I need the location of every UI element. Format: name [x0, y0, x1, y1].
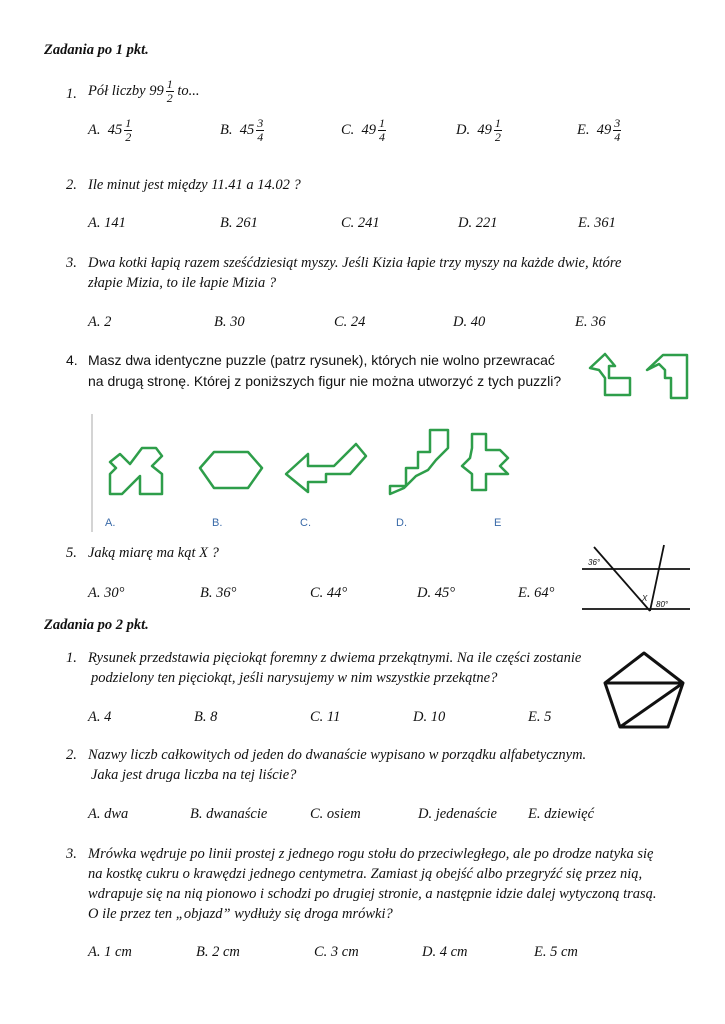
q5-option-e: E. 64°	[518, 585, 555, 601]
q23-number: 3.	[66, 846, 77, 862]
q4-number: 4.	[66, 352, 78, 368]
q2-option-c: C. 241	[341, 215, 380, 231]
q21-number: 1.	[66, 650, 77, 666]
q2-number: 2.	[66, 177, 77, 193]
q3-option-c: C. 24	[334, 314, 366, 330]
q3-text-line1: Dwa kotki łapią razem sześćdziesiąt myszy. Jeśli Kizia łapie trzy myszy na każde dwie, które	[88, 255, 622, 271]
q1-option-fraction: $\frac{3}{4}$	[257, 116, 264, 144]
q1-option-whole: 45	[239, 121, 255, 138]
q22-option-b: B. dwanaście	[190, 806, 268, 822]
q4-figures	[90, 412, 545, 537]
puzzle-piece-2	[647, 355, 687, 398]
q2-option-e: E. 361	[578, 215, 616, 231]
q21-option-d: D. 10	[413, 709, 446, 725]
angle-label-x: X	[642, 594, 648, 603]
q1-option-fraction: $\frac{1}{4}$	[379, 116, 386, 144]
pentagon-diagram	[602, 650, 688, 732]
q21-option-c: C. 11	[310, 709, 341, 725]
q1-option-e	[577, 117, 621, 144]
figure-b	[200, 452, 262, 488]
q3-option-e: E. 36	[575, 314, 606, 330]
q5-option-d: D. 45°	[417, 585, 456, 601]
q22-option-d: D. jedenaście	[418, 806, 497, 822]
q1-fraction: $\frac{1}{2}$	[166, 77, 173, 105]
puzzle-piece-1	[590, 354, 630, 395]
q5-option-a: A. 30°	[88, 585, 125, 601]
q1-option-fraction: $\frac{1}{2}$	[494, 116, 501, 144]
q5-option-c: C. 44°	[310, 585, 348, 601]
q5-angle-diagram	[582, 545, 697, 615]
pentagon-diagonal-2	[620, 683, 683, 727]
q1-option-letter: E.	[577, 121, 590, 138]
q1-option-whole: 49	[361, 121, 377, 138]
q5-option-b: B. 36°	[200, 585, 237, 601]
section-title-1pkt: Zadania po 1 pkt.	[44, 42, 149, 58]
figure-label-c: C.	[300, 517, 311, 529]
q22-option-e: E. dziewięć	[528, 806, 595, 822]
q3-option-b: B. 30	[214, 314, 245, 330]
q1-option-whole: 49	[596, 121, 612, 138]
q2-option-a: A. 141	[88, 215, 126, 231]
figure-d	[390, 430, 448, 494]
q1-option-whole: 45	[107, 121, 123, 138]
q23-option-a: A. 1 cm	[88, 944, 132, 960]
q1-text-after: to...	[173, 82, 200, 99]
q4-text-line1: Masz dwa identyczne puzzle (patrz rysunek), których nie wolno przewracać	[88, 352, 555, 368]
q22-text-line1: Nazwy liczb całkowitych od jeden do dwanaście wypisano w porządku alfabetycznym.	[88, 747, 587, 763]
q1-option-whole: 49	[477, 121, 492, 138]
q1-text-before: Pół liczby 99	[88, 82, 164, 99]
figure-label-b: B.	[212, 517, 223, 529]
q23-option-c: C. 3 cm	[314, 944, 359, 960]
q22-number: 2.	[66, 747, 77, 763]
section-title-2pkt: Zadania po 2 pkt.	[44, 617, 149, 633]
q1-option-d	[456, 117, 502, 144]
q22-option-c: C. osiem	[310, 806, 361, 822]
q5-text: Jaką miarę ma kąt X ?	[88, 545, 219, 561]
angle-label-36: 36°	[588, 558, 601, 567]
q23-text-line4: O ile przez ten „objazd” wydłuży się droga mrówki?	[88, 906, 393, 922]
figure-c	[286, 444, 366, 492]
q2-option-d: D. 221	[458, 215, 498, 231]
q2-text: Ile minut jest między 11.41 a 14.02 ?	[88, 177, 301, 193]
q21-option-e: E. 5	[528, 709, 552, 725]
q1-option-a	[88, 117, 132, 144]
q23-option-e: E. 5 cm	[534, 944, 578, 960]
q23-text-line2: na kostkę cukru o krawędzi jednego centymetra. Zamiast ją obejść albo przegryźć się przez nią,	[88, 866, 643, 882]
q4-text-line2: na drugą stronę. Której z poniższych figur nie można utworzyć z tych puzzli?	[88, 373, 562, 389]
q1-option-c	[341, 117, 386, 144]
q23-text-line3: wdrapuje się na nią pionowo i schodzi po drugiej stronie, a następnie idzie dalej wytyczoną trasą.	[88, 886, 657, 902]
figure-label-d: D.	[396, 517, 407, 529]
q1-option-letter: D.	[456, 121, 471, 138]
q2-option-b: B. 261	[220, 215, 258, 231]
q21-option-a: A. 4	[88, 709, 112, 725]
figure-e	[462, 434, 508, 490]
q1-option-fraction: $\frac{3}{4}$	[614, 116, 621, 144]
q21-option-b: B. 8	[194, 709, 218, 725]
q1-number: 1.	[66, 86, 77, 102]
q23-option-b: B. 2 cm	[196, 944, 240, 960]
figure-label-e: E	[494, 517, 502, 529]
angle-label-80: 80°	[656, 600, 669, 609]
q5-number: 5.	[66, 545, 77, 561]
q1-option-letter: C.	[341, 121, 355, 138]
figure-a	[110, 448, 162, 494]
q21-text-line1: Rysunek przedstawia pięciokąt foremny z dwiema przekątnymi. Na ile części zostanie	[88, 650, 582, 666]
q23-option-d: D. 4 cm	[422, 944, 468, 960]
q23-text-line1: Mrówka wędruje po linii prostej z jednego rogu stołu do przeciwległego, ale po drodze natyka się	[88, 846, 654, 862]
q22-option-a: A. dwa	[88, 806, 129, 822]
q1-text	[88, 78, 200, 105]
q3-text-line2: złapie Mizia, to ile łapie Mizia ?	[88, 275, 277, 291]
q1-option-fraction: $\frac{1}{2}$	[125, 116, 132, 144]
q4-puzzle-pieces	[585, 350, 695, 410]
q1-option-letter: B.	[220, 121, 233, 138]
q1-option-b	[220, 117, 264, 144]
q1-option-letter: A.	[88, 121, 101, 138]
q3-option-d: D. 40	[453, 314, 486, 330]
figure-label-a: A.	[105, 517, 116, 529]
q3-number: 3.	[66, 255, 77, 271]
q21-text-line2: podzielony ten pięciokąt, jeśli narysujemy w nim wszystkie przekątne?	[91, 670, 498, 686]
q3-option-a: A. 2	[88, 314, 112, 330]
q22-text-line2: Jaka jest druga liczba na tej liście?	[91, 767, 297, 783]
